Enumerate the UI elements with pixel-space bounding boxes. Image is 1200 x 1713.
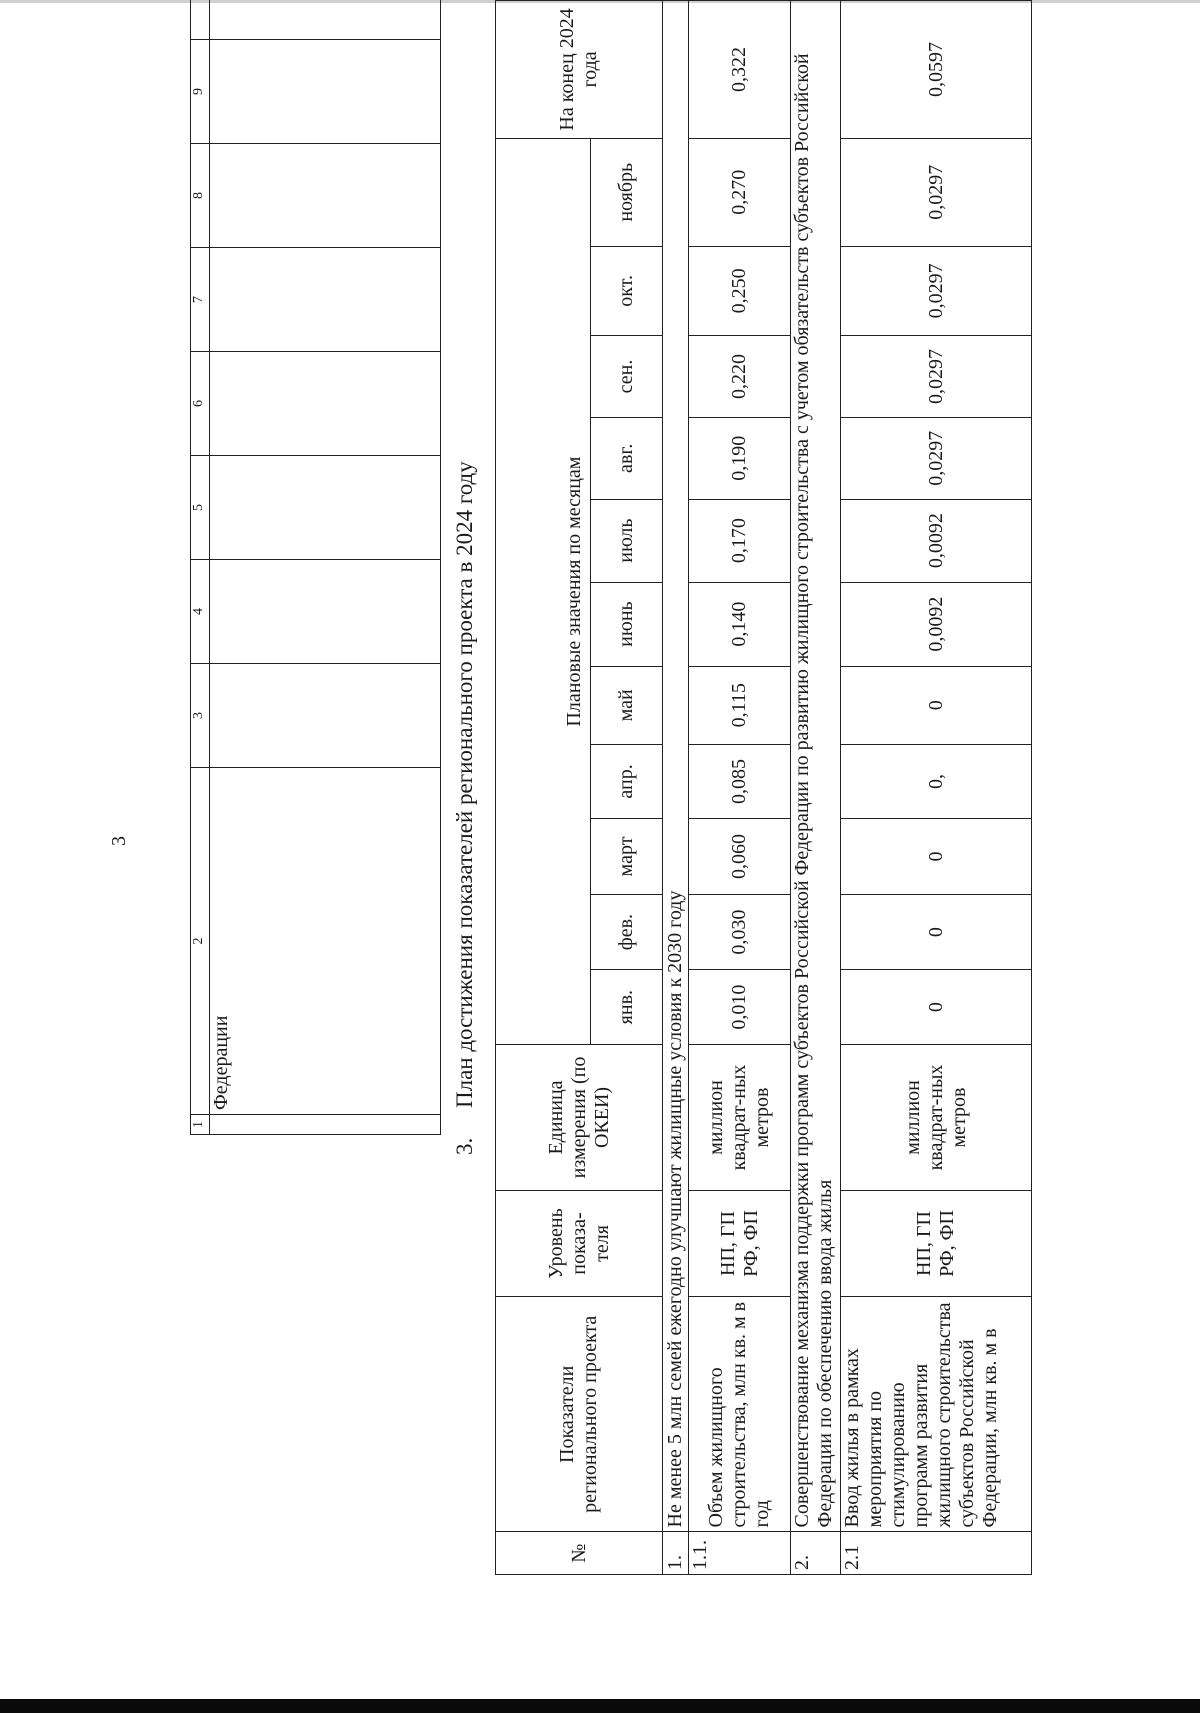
month-value: 0 — [841, 818, 1032, 894]
month-value: 0,030 — [689, 895, 791, 970]
header-month: янв. — [591, 970, 663, 1045]
header-month: ноябрь — [591, 138, 663, 246]
header-month: июль — [591, 499, 663, 582]
section-heading — [452, 461, 478, 1155]
month-value: 0,060 — [689, 818, 791, 894]
col-num-10 — [191, 0, 210, 40]
month-value: 0,0297 — [841, 138, 1032, 246]
header-month: март — [591, 818, 663, 894]
year-end-value: 0,322 — [689, 1, 791, 139]
header-year-end: На конец 2024 года — [496, 1, 663, 139]
month-value: 0,010 — [689, 970, 791, 1045]
month-value: 0,220 — [689, 336, 791, 418]
month-value: 0,0092 — [841, 582, 1032, 666]
header-unit: Единица измерения (по ОКЕИ) — [496, 1045, 663, 1191]
data-row-1-1 — [689, 1, 791, 1575]
header-month: окт. — [591, 246, 663, 336]
month-value: 0,0297 — [841, 246, 1032, 336]
col-num-5: 5 — [191, 456, 210, 560]
plan-table — [495, 0, 1032, 1575]
section-row-1 — [663, 1, 689, 1575]
indicator-name: Объем жилищного строительства, млн кв. м в год — [689, 1297, 791, 1532]
col-num-9: 9 — [191, 40, 210, 144]
month-value: 0, — [841, 744, 1032, 818]
section-goal-text: Совершенствование механизма поддержки программ субъектов Российской Федерации по развитию жилищного строительства с учетом обязательств субъектов Российской Федерации по обеспечению ввода жилья — [791, 1, 841, 1532]
row-number: 2.1 — [841, 1532, 1032, 1575]
continuation-table — [190, 0, 441, 1135]
section-row-2 — [791, 1, 841, 1575]
row-number: 2. — [791, 1532, 841, 1575]
indicator-level: НП, ГП РФ, ФП — [689, 1190, 791, 1296]
cell-federation-text: Федерации — [210, 768, 441, 1115]
header-no: № — [496, 1532, 663, 1575]
column-number-row — [191, 0, 210, 1135]
col-num-1: 1 — [191, 1115, 210, 1135]
indicator-level: НП, ГП РФ, ФП — [841, 1190, 1032, 1296]
header-month: июнь — [591, 582, 663, 666]
col-num-8: 8 — [191, 144, 210, 248]
data-row-2-1 — [841, 1, 1032, 1575]
header-month: май — [591, 666, 663, 744]
month-value: 0,190 — [689, 417, 791, 499]
header-month: фев. — [591, 895, 663, 970]
col-num-2: 2 — [191, 768, 210, 1115]
indicator-name: Ввод жилья в рамках мероприятия по стимулированию программ развития жилищного строительства субъектов Российской Федерации, млн кв. м в — [841, 1297, 1032, 1532]
month-value: 0,270 — [689, 138, 791, 246]
section-goal-text: Не менее 5 млн семей ежегодно улучшают жилищные условия к 2030 году — [663, 1, 689, 1532]
month-value: 0,170 — [689, 499, 791, 582]
header-month: сен. — [591, 336, 663, 418]
col-num-4: 4 — [191, 560, 210, 664]
row-number: 1.1. — [689, 1532, 791, 1575]
col-num-3: 3 — [191, 664, 210, 768]
year-end-value: 0,0597 — [841, 1, 1032, 139]
month-value: 0,0297 — [841, 336, 1032, 418]
header-indicator: Показатели регионального проекта — [496, 1297, 663, 1532]
header-planned: Плановые значения по месяцам — [496, 138, 591, 1044]
header-month: авг. — [591, 417, 663, 499]
col-num-6: 6 — [191, 352, 210, 456]
month-value: 0,115 — [689, 666, 791, 744]
month-value: 0,0092 — [841, 499, 1032, 582]
indicator-unit: миллион квадрат-ных метров — [689, 1045, 791, 1191]
row-number: 1. — [663, 1532, 689, 1575]
month-value: 0,0297 — [841, 417, 1032, 499]
header-month: апр. — [591, 744, 663, 818]
month-value: 0 — [841, 666, 1032, 744]
page-number: 3 — [108, 836, 130, 846]
section-number: 3. — [452, 1137, 477, 1155]
section-title: План достижения показателей регионального проекта в 2024 году — [452, 461, 477, 1108]
scan-edge-bottom — [0, 1699, 1200, 1713]
month-value: 0,140 — [689, 582, 791, 666]
indicator-unit: миллион квадрат-ных метров — [841, 1045, 1032, 1191]
month-value: 0,250 — [689, 246, 791, 336]
col-num-7: 7 — [191, 248, 210, 352]
month-value: 0,085 — [689, 744, 791, 818]
header-row-1 — [496, 1, 591, 1575]
continuation-row — [210, 0, 441, 1135]
cell-empty — [210, 1115, 441, 1135]
month-value: 0 — [841, 895, 1032, 970]
header-level: Уровень показа-теля — [496, 1190, 663, 1296]
month-value: 0 — [841, 970, 1032, 1045]
